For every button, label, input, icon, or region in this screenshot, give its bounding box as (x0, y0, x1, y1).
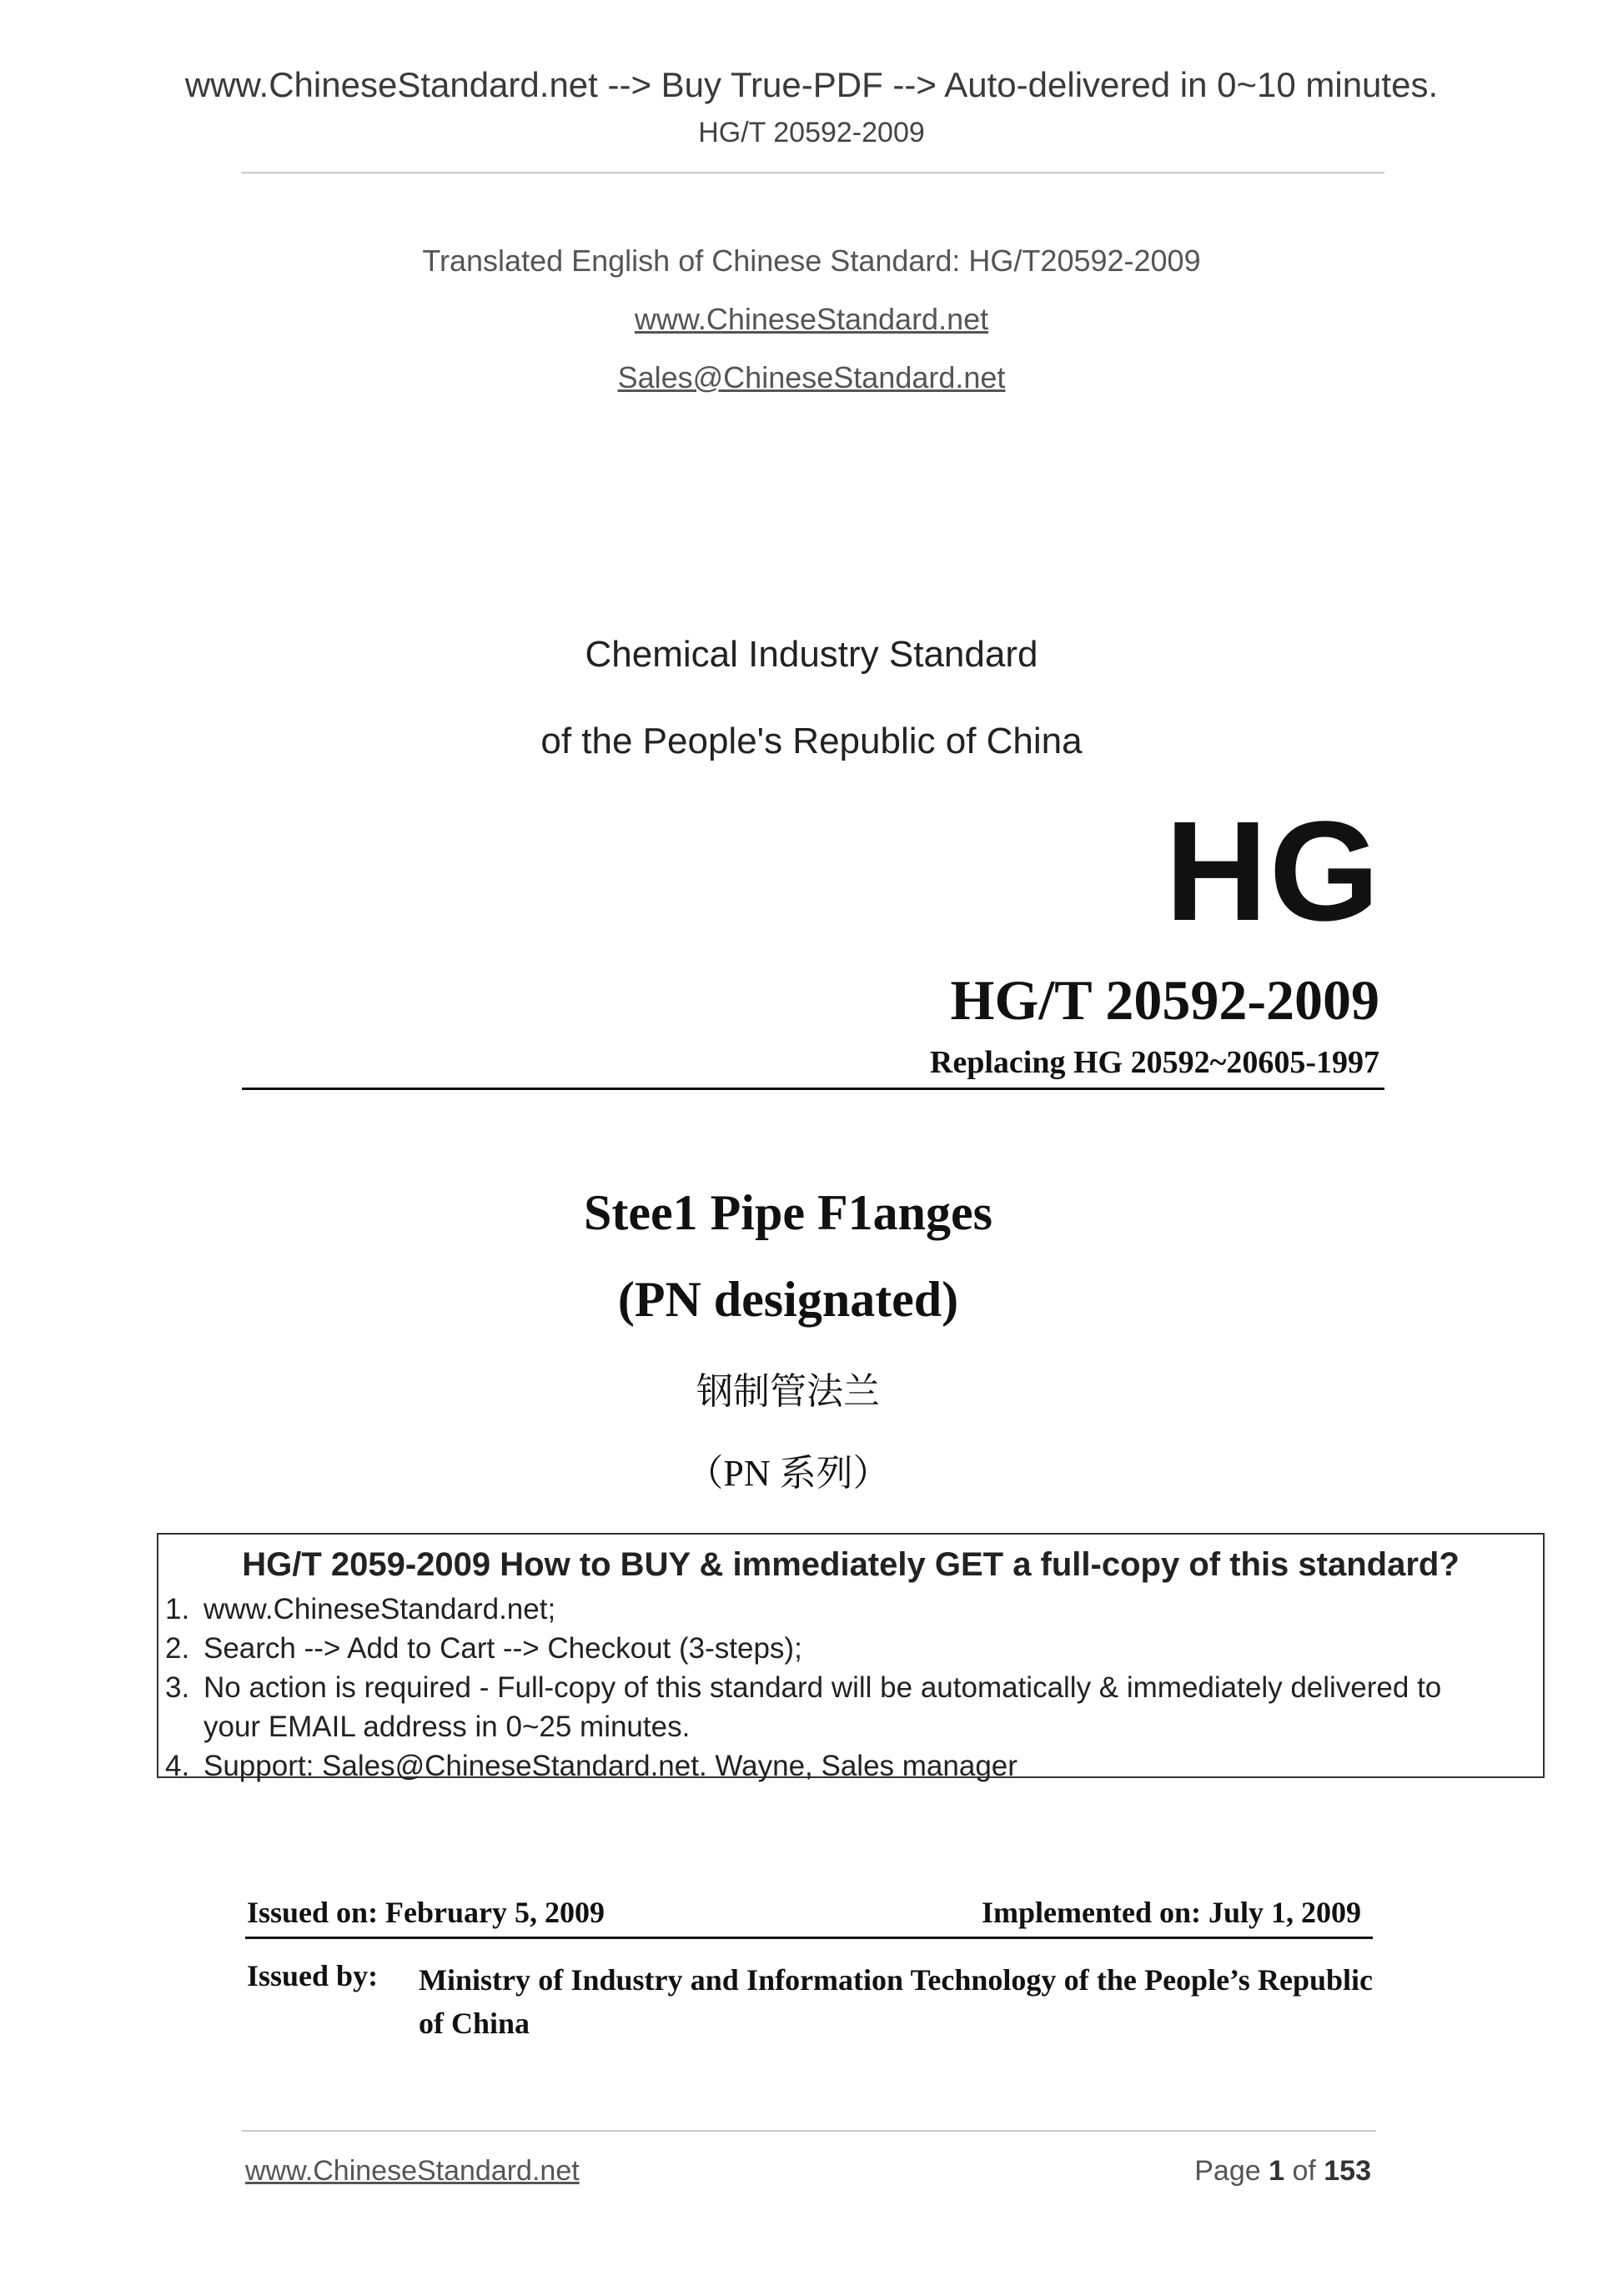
header-divider (242, 172, 1384, 173)
implemented-on-date: Implemented on: July 1, 2009 (981, 1896, 1361, 1929)
issued-on-date: Issued on: February 5, 2009 (247, 1896, 605, 1929)
buy-step-number: 2. (165, 1632, 190, 1665)
title-english-line1: Stee1 Pipe F1anges (584, 1185, 992, 1240)
footer-divider (242, 2130, 1376, 2132)
buy-step (165, 1671, 1441, 1705)
buy-step (165, 1750, 1018, 1783)
page-mid: of (1284, 2155, 1324, 2187)
buy-instructions-heading: HG/T 2059-2009 How to BUY & immediately GET a full-copy of this standard? (242, 1546, 1460, 1583)
standard-category-line1: Chemical Industry Standard (585, 634, 1038, 675)
header-doc-code: HG/T 20592-2009 (698, 117, 925, 148)
title-english-line2: (PN designated) (617, 1272, 959, 1327)
standard-mark: HG (1165, 792, 1381, 951)
page-current: 1 (1269, 2155, 1285, 2187)
buy-step-number: 4. (165, 1750, 190, 1782)
replacing-note: Replacing HG 20592~20605-1997 (929, 1045, 1379, 1080)
sales-email-link[interactable]: Sales@ChineseStandard.net (617, 360, 1006, 394)
buy-step-text: your EMAIL address in 0~25 minutes. (204, 1711, 691, 1743)
title-chinese-line2: （PN 系列） (686, 1453, 890, 1494)
buy-step (165, 1593, 555, 1626)
issuance-divider (245, 1937, 1373, 1939)
buy-step-text[interactable]: www.ChineseStandard.net; (204, 1593, 556, 1625)
buy-step-number: 1. (165, 1593, 190, 1625)
issued-by-label: Issued by: (247, 1959, 379, 1992)
buy-step-text: Search --> Add to Cart --> Checkout (3-steps); (204, 1632, 802, 1665)
issued-by-value: Ministry of Industry and Information Technology of the People’s Republic of China (419, 1963, 1373, 2040)
buy-instructions-box (157, 1533, 1545, 1782)
standard-number: HG/T 20592-2009 (950, 968, 1379, 1032)
buy-step (165, 1632, 802, 1665)
title-chinese-line1: 钢制管法兰 (696, 1370, 880, 1413)
page-indicator (1194, 2155, 1371, 2188)
translation-note: Translated English of Chinese Standard: HG/T20592-2009 (422, 244, 1201, 278)
footer-website-link[interactable]: www.ChineseStandard.net (245, 2155, 580, 2187)
buy-step-text: No action is required - Full-copy of this standard will be automatically & immediately delivered to (204, 1671, 1442, 1704)
page-total: 153 (1324, 2155, 1371, 2187)
standard-category-line2: of the People's Republic of China (540, 721, 1083, 761)
website-link[interactable]: www.ChineseStandard.net (634, 302, 989, 336)
page-prefix: Page (1194, 2155, 1269, 2187)
buy-step-number: 3. (165, 1671, 190, 1704)
title-divider (242, 1088, 1384, 1090)
buy-step-continuation (204, 1711, 690, 1744)
buy-step-text: Support: Sales@ChineseStandard.net. Wayne, Sales manager (204, 1750, 1018, 1782)
header-banner: www.ChineseStandard.net --> Buy True-PDF --> Auto-delivered in 0~10 minutes. (184, 65, 1439, 104)
